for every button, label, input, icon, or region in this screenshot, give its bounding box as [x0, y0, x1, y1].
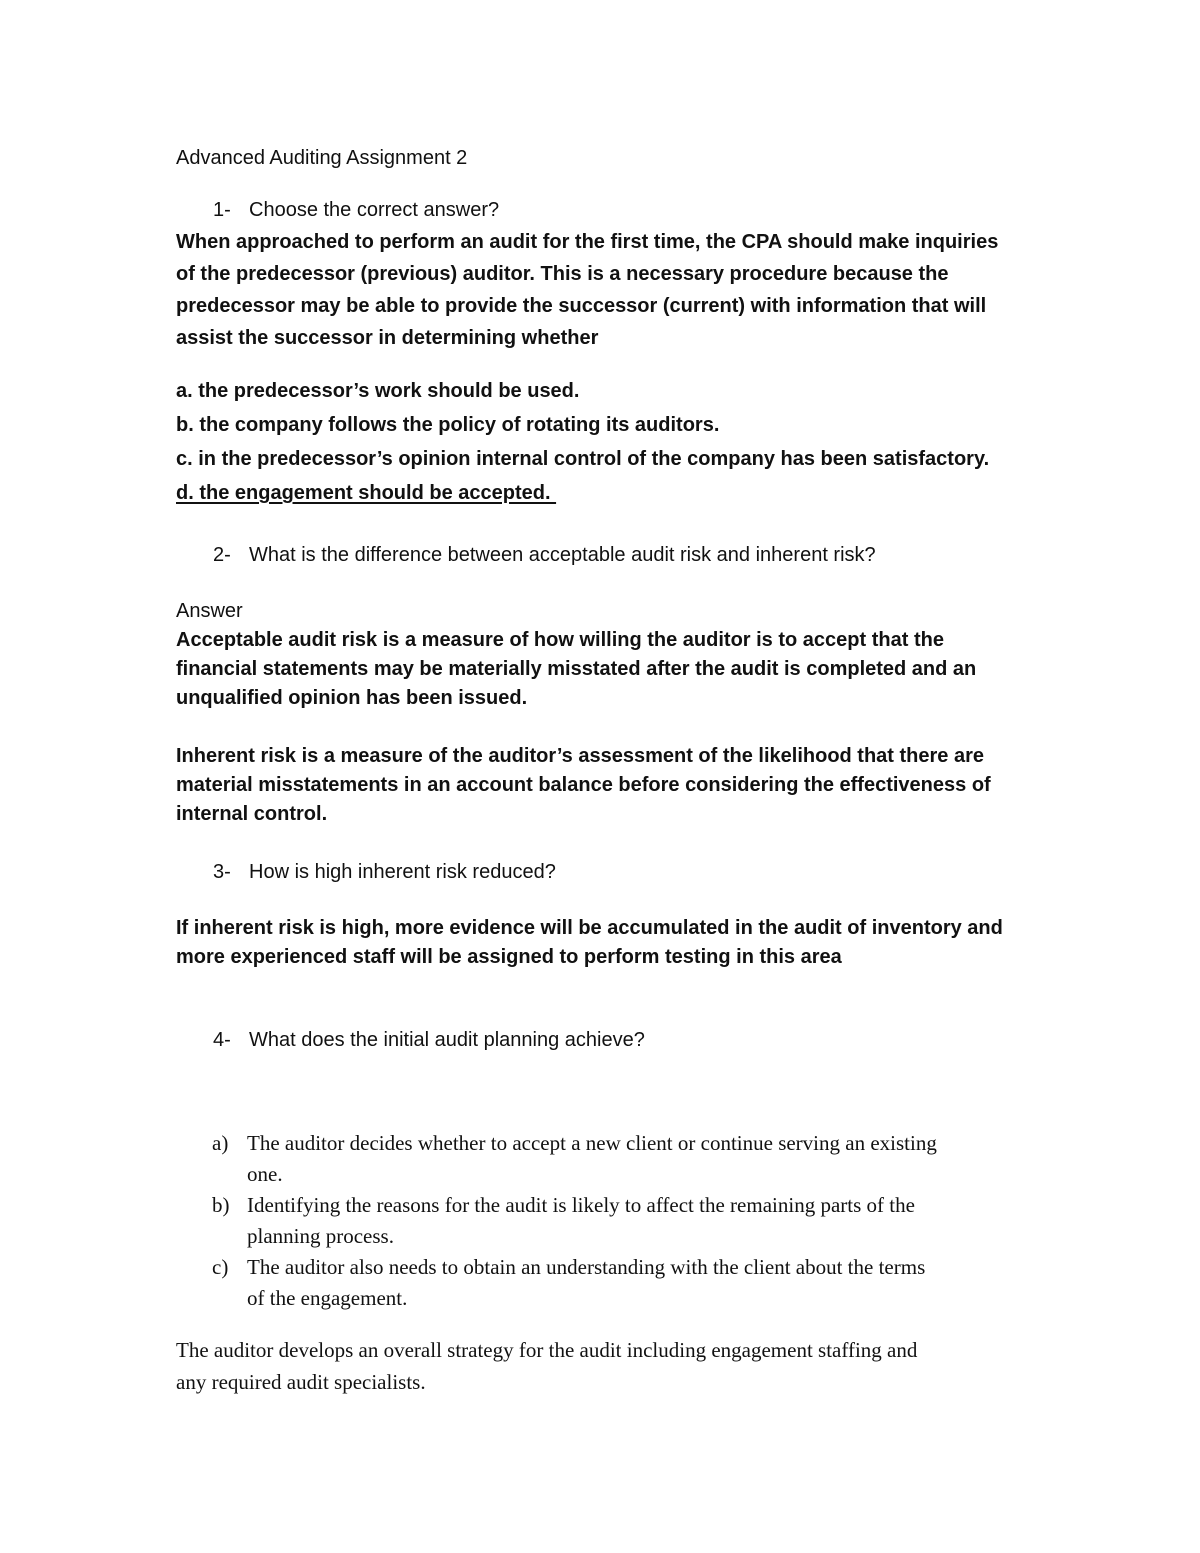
- list-line: The auditor decides whether to accept a new client or continue serving an existing: [247, 1131, 937, 1155]
- answer-label: Answer: [176, 600, 243, 622]
- question-1-number: 1-: [213, 199, 231, 221]
- question-1-prompt: [176, 226, 998, 354]
- option-a: a. the predecessor’s work should be used.: [176, 380, 580, 402]
- list-item-text: [247, 1128, 937, 1190]
- paragraph-line: The auditor develops an overall strategy for the audit including engagement staffing and: [176, 1338, 918, 1362]
- question-4-text: What does the initial audit planning achieve?: [249, 1029, 645, 1051]
- list-line: The auditor also needs to obtain an understanding with the client about the terms: [247, 1255, 926, 1279]
- prompt-line: assist the successor in determining whether: [176, 327, 599, 349]
- document-title: Advanced Auditing Assignment 2: [176, 147, 468, 169]
- list-line: planning process.: [247, 1224, 394, 1248]
- answer-paragraph-1: [176, 626, 976, 713]
- list-marker: c): [212, 1255, 229, 1279]
- prompt-line: When approached to perform an audit for the first time, the CPA should make inquiries: [176, 231, 999, 253]
- paragraph-line: financial statements may be materially misstated after the audit is completed and an: [176, 658, 977, 680]
- question-3-text: How is high inherent risk reduced?: [249, 861, 556, 883]
- option-b: b. the company follows the policy of rotating its auditors.: [176, 414, 720, 436]
- paragraph-line: more experienced staff will be assigned to perform testing in this area: [176, 946, 842, 968]
- list-marker: a): [212, 1131, 229, 1155]
- question-3-heading: [213, 856, 556, 888]
- list-marker: b): [212, 1193, 230, 1217]
- paragraph-line: internal control.: [176, 803, 328, 825]
- paragraph-line: unqualified opinion has been issued.: [176, 687, 528, 709]
- question-3-answer: [176, 914, 1003, 972]
- prompt-line: predecessor may be able to provide the successor (current) with information that will: [176, 295, 987, 317]
- paragraph-line: Inherent risk is a measure of the auditor’s assessment of the likelihood that there are: [176, 745, 985, 767]
- closing-paragraph: [176, 1334, 917, 1398]
- answer-paragraph-2: [176, 742, 991, 829]
- question-2-text: What is the difference between acceptable audit risk and inherent risk?: [249, 544, 876, 566]
- option-d-selected-answer: d. the engagement should be accepted.: [176, 482, 557, 504]
- question-4-number: 4-: [213, 1029, 231, 1051]
- option-c: c. in the predecessor’s opinion internal control of the company has been satisfactory.: [176, 448, 990, 470]
- list-line: Identifying the reasons for the audit is likely to affect the remaining parts of the: [247, 1193, 915, 1217]
- paragraph-line: If inherent risk is high, more evidence will be accumulated in the audit of inventory and: [176, 917, 1003, 939]
- list-line: one.: [247, 1162, 283, 1186]
- question-1-heading: [213, 194, 499, 226]
- list-item-text: [247, 1252, 925, 1314]
- question-1-options: [176, 374, 989, 510]
- paragraph-line: material misstatements in an account balance before considering the effectiveness of: [176, 774, 991, 796]
- question-2-number: 2-: [213, 544, 231, 566]
- list-item-text: [247, 1190, 915, 1252]
- question-2-heading: [213, 539, 876, 571]
- question-1-text: Choose the correct answer?: [249, 199, 500, 221]
- list-line: of the engagement.: [247, 1286, 408, 1310]
- paragraph-line: Acceptable audit risk is a measure of how willing the auditor is to accept that the: [176, 629, 944, 651]
- question-3-number: 3-: [213, 861, 231, 883]
- prompt-line: of the predecessor (previous) auditor. This is a necessary procedure because the: [176, 263, 949, 285]
- question-4-heading: [213, 1024, 645, 1056]
- paragraph-line: any required audit specialists.: [176, 1370, 426, 1394]
